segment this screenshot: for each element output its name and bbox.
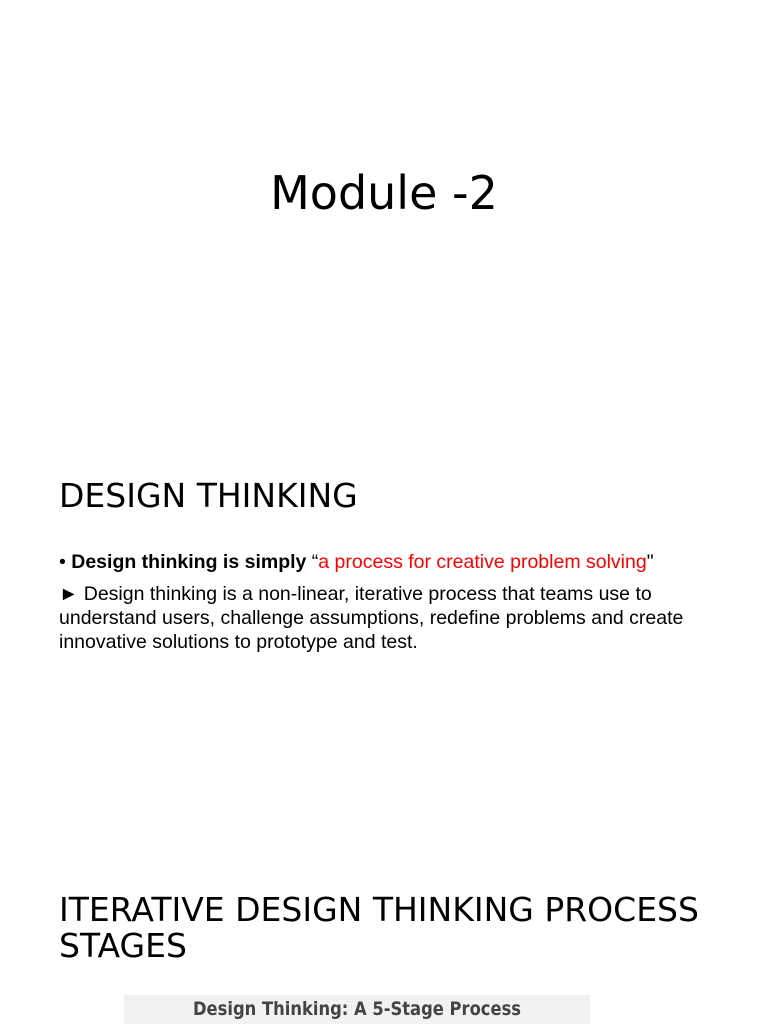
definition-highlight-text: a process for creative problem solving (318, 551, 647, 573)
iterative-process-heading: ITERATIVE DESIGN THINKING PROCESS STAGES (59, 890, 699, 965)
slide-title: Module -2 (270, 166, 498, 220)
process-figure-banner (124, 995, 590, 1024)
definition-bullet (59, 550, 709, 574)
close-quote: " (646, 551, 654, 573)
description-text: Design thinking is a non-linear, iterative process that teams use to understand users, challenge assumptions, redefine problems and create innovative solutions to prototype and test. (59, 583, 684, 653)
design-thinking-heading: DESIGN THINKING (59, 476, 358, 515)
open-quote: “ (311, 551, 319, 573)
process-figure-caption: Design Thinking: A 5-Stage Process (192, 998, 522, 1020)
arrow-marker-icon: ► (59, 583, 79, 605)
bullet-marker: • (59, 551, 66, 573)
definition-bold-text: Design thinking is simply (71, 551, 307, 573)
description-paragraph (59, 582, 709, 654)
